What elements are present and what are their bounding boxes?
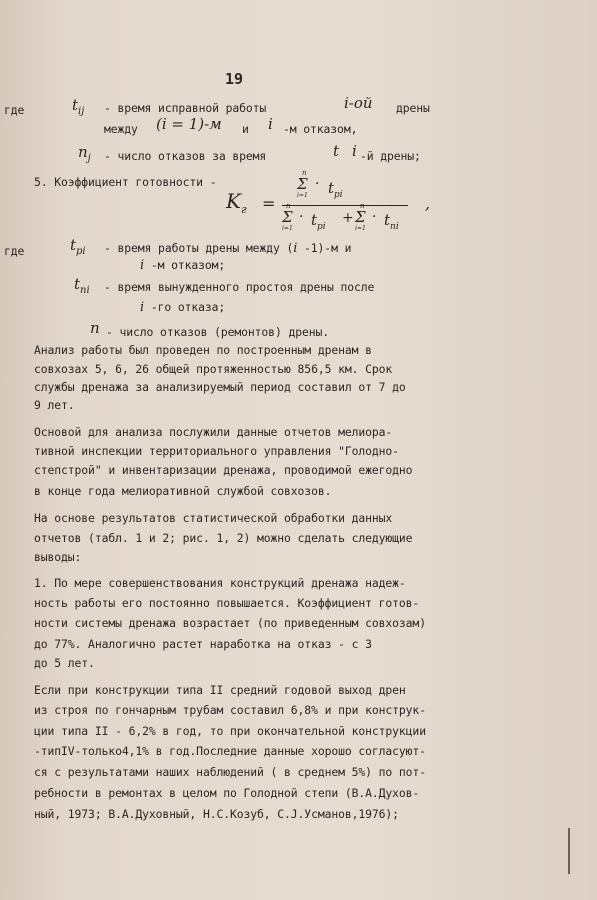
i-od-symbol: i-ой (344, 94, 373, 112)
formula-equals: = (262, 194, 276, 213)
def-t-ij-line2-a: между (104, 122, 138, 136)
den-t-ni: $t_{ni}$ (384, 211, 399, 232)
para-5-line-2: из строя по гончарным трубам составил 6,8% и при конструк- (34, 703, 426, 717)
num-sum-bottom: i=1 (297, 192, 308, 199)
num-sum-top: n (302, 169, 307, 177)
def-t-pi-text-1: - время работы дрены между (i -1)-м и (104, 241, 352, 256)
num-sigma: Σ (297, 175, 308, 193)
def-t-pi-text-2: i -м отказом; (140, 258, 226, 273)
symbol-n: n (90, 319, 100, 337)
para-2-line-4: в конце года мелиоративной службой совхозов. (34, 484, 332, 498)
symbol-t-ij: $t_{ij}$ (72, 96, 85, 117)
formula-comma: , (425, 194, 431, 213)
para-4-line-3: ности системы дренажа возрастает (по приведенным совхозам) (34, 616, 426, 630)
where-label-2: где (4, 244, 25, 258)
def-t-ij-text-2: дрены (396, 101, 430, 115)
para-5-line-6: ребности в ремонтах в целом по Голодной степи (В.А.Духов- (34, 786, 420, 800)
def-n-j-text: - число отказов за время (104, 149, 267, 163)
def-t-ij-line2-c: -м отказом, (283, 122, 358, 136)
para-5-line-3: ции типа II - 6,2% в год, то при окончательной конструкции (34, 724, 426, 738)
def-n-text: - число отказов (ремонтов) дрены. (106, 325, 330, 339)
interval-symbol: (i = 1)-м (156, 115, 222, 133)
para-4-line-1: 1. По мере совершенствования конструкций дренажа надеж- (34, 576, 406, 590)
para-3-line-1: На основе результатов статистической обработки данных (34, 511, 393, 525)
para-4-line-5: до 5 лет. (34, 656, 95, 670)
para-4-line-2: ность работы его постоянно повышается. Коэффициент готов- (34, 596, 420, 610)
para-1-line-1: Анализ работы был проведен по построенным дренам в (34, 343, 372, 357)
den-sum-bottom-2: i=1 (355, 225, 366, 232)
symbol-t-ni: $t_{ni}$ (74, 275, 90, 296)
para-4-line-4: до 77%. Аналогично растет наработка на отказ - с 3 (34, 637, 372, 651)
i-symbol: i (268, 115, 273, 133)
den-sigma-1: Σ (282, 208, 293, 226)
def-t-ni-text-1: - время вынужденного простоя дрены после (104, 280, 375, 294)
def-t-ni-text-2: i -го отказа; (140, 300, 226, 315)
def-t-ij-line2-b: и (242, 122, 249, 136)
t-symbol: t (333, 142, 340, 160)
def-n-j-text-2: -й дрены; (360, 149, 421, 163)
para-3-line-3: выводы: (34, 550, 82, 564)
den-sum-bottom-1: i=1 (282, 225, 293, 232)
page-edge-mark (568, 828, 570, 874)
den-dot-2: · (372, 209, 377, 225)
formula-lhs: $K_г$ (226, 189, 247, 216)
para-5-line-1: Если при конструкции типа II средний годовой выход дрен (34, 683, 406, 697)
den-sum-top-1: n (286, 202, 291, 210)
para-5-line-5: ся с результатами наших наблюдений ( в среднем 5%) по пот- (34, 765, 426, 779)
para-5-line-7: ный, 1973; В.А.Духовный, Н.С.Козуб, С.Ј.Усманов,1976); (34, 807, 399, 821)
den-sum-top-2: n (360, 202, 365, 210)
den-dot-1: · (299, 209, 304, 225)
para-5-line-4: -типIV-только4,1% в год.Последние данные хорошо согласуют- (34, 744, 426, 758)
where-label: где (4, 103, 25, 117)
num-t-pi: $t_{pi}$ (328, 179, 343, 200)
para-1-line-3: службы дренажа за анализируемый период составил от 7 до (34, 380, 406, 394)
i-symbol-2: i (352, 142, 357, 160)
para-1-line-2: совхозах 5, 6, 26 общей протяженностью 856,5 км. Срок (34, 362, 393, 376)
symbol-t-pi: $t_{pi}$ (70, 236, 86, 257)
page-number: 19 (225, 70, 244, 88)
fraction-bar (282, 205, 408, 206)
num-dot: · (315, 176, 320, 192)
para-3-line-2: отчетов (табл. 1 и 2; рис. 1, 2) можно сделать следующие (34, 531, 413, 545)
symbol-n-j: $n_j$ (78, 143, 91, 164)
den-sigma-2: Σ (355, 208, 366, 226)
para-2-line-1: Основой для анализа послужили данные отчетов мелиора- (34, 425, 393, 439)
def-t-ij-text: - время исправной работы (104, 101, 267, 115)
den-t-pi: $t_{pi}$ (311, 211, 326, 232)
item-5-label: 5. Коэффициент готовности - (34, 175, 217, 189)
para-2-line-2: тивной инспекции территориального управления "Голодно- (34, 444, 399, 458)
para-1-line-4: 9 лет. (34, 398, 75, 412)
para-2-line-3: степстрой" и инвентаризации дренажа, проводимой ежегодно (34, 463, 413, 477)
den-plus: + (342, 210, 354, 226)
